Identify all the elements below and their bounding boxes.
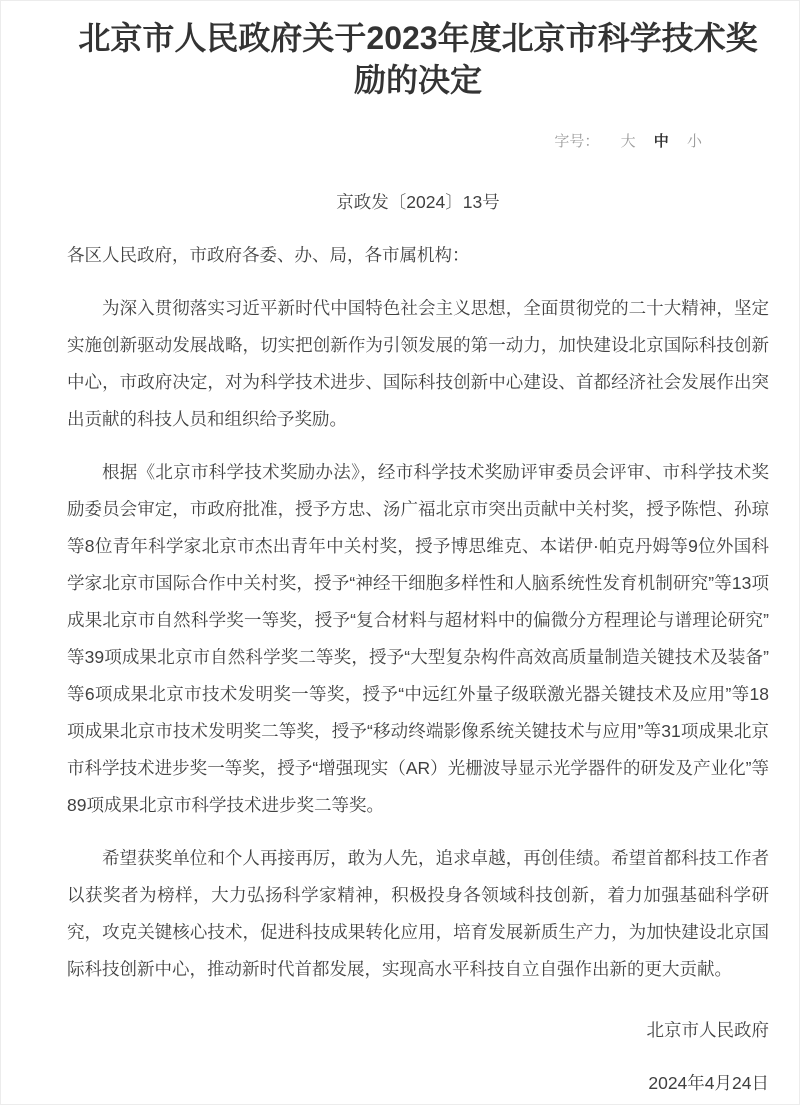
body-paragraph-3: 希望获奖单位和个人再接再厉，敢为人先，追求卓越，再创佳绩。希望首都科技工作者以获奖者为榜样，大力弘扬科学家精神，积极投身各领域科技创新，着力加强基础科学研究，攻克关键核心技术，促进科技成果转化应用，培育发展新质生产力，为加快建设北京国际科技创新中心，推动新时代首都发展，实现高水平科技自立自强作出新的更大贡献。 <box>67 848 769 979</box>
font-size-label: 字号： <box>554 133 600 150</box>
page-title: 北京市人民政府关于2023年度北京市科学技术奖励的决定 <box>78 20 758 98</box>
body-paragraph-1: 为深入贯彻落实习近平新时代中国特色社会主义思想，全面贯彻党的二十大精神，坚定实施创新驱动发展战略，切实把创新作为引领发展的第一动力，加快建设北京国际科技创新中心，市政府决定，对为科学技术进步、国际科技创新中心建设、首都经济社会发展作出突出贡献的科技人员和组织给予奖励。 <box>67 298 769 429</box>
font-size-option-large[interactable]: 大 <box>620 133 636 150</box>
document-number: 京政发〔2024〕13号 <box>336 192 500 212</box>
font-size-control <box>67 131 709 152</box>
font-size-option-medium[interactable]: 中 <box>653 133 669 150</box>
body-paragraph-2: 根据《北京市科学技术奖励办法》，经市科学技术奖励评审委员会评审、市科学技术奖励委员会审定，市政府批准，授予方忠、汤广福北京市突出贡献中关村奖，授予陈恺、孙琼等8位青年科学家北京市杰出青年中关村奖，授予博思维克、本诺伊·帕克丹姆等9位外国科学家北京市国际合作中关村奖，授予“神经干细胞多样性和人脑系统性发育机制研究”等13项成果北京市自然科学奖一等奖，授予“复合材料与超材料中的偏微分方程理论与谱理论研究”等39项成果北京市自然科学奖二等奖，授予“大型复杂构件高效高质量制造关键技术及装备”等6项成果北京市技术发明奖一等奖，授予“中远红外量子级联激光器关键技术及应用”等18项成果北京市技术发明奖二等奖，授予“移动终端影像系统关键技术与应用”等31项成果北京市科学技术进步奖一等奖，授予“增强现实（AR）光栅波导显示光学器件的研发及产业化”等89项成果北京市科学技术进步奖二等奖。 <box>67 462 769 815</box>
issuer-signature: 北京市人民政府 <box>646 1020 769 1040</box>
salutation: 各区人民政府，市政府各委、办、局，各市属机构： <box>67 245 470 265</box>
document-body <box>67 237 769 988</box>
issue-date: 2024年4月24日 <box>648 1073 769 1093</box>
font-size-option-small[interactable]: 小 <box>686 133 702 150</box>
